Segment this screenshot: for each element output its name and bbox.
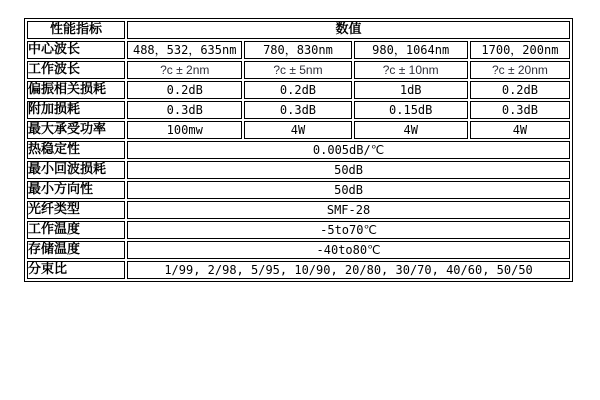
row-label: 分束比 [27, 261, 125, 279]
cell-value: 0.3dB [470, 101, 570, 119]
cell-value: 100mw [127, 121, 242, 139]
row-fiber-type [27, 201, 570, 219]
cell-value: 1dB [354, 81, 468, 99]
row-additional-loss [27, 101, 570, 119]
row-min-directivity [27, 181, 570, 199]
cell-value: 0.15dB [354, 101, 468, 119]
row-max-power-handling [27, 121, 570, 139]
cell-value: 980，1064nm [354, 41, 468, 59]
row-label: 最大承受功率 [27, 121, 125, 139]
row-label: 工作波长 [27, 61, 125, 79]
cell-value: -40to80℃ [127, 241, 570, 259]
row-center-wavelength [27, 41, 570, 59]
header-performance-indicator: 性能指标 [27, 21, 125, 39]
row-working-wavelength [27, 61, 570, 79]
cell-value: 4W [244, 121, 351, 139]
cell-value: 50dB [127, 181, 570, 199]
cell-value: 0.3dB [127, 101, 242, 119]
row-min-return-loss [27, 161, 570, 179]
cell-value: 0.3dB [244, 101, 351, 119]
cell-value: 0.005dB/℃ [127, 141, 570, 159]
cell-value: 488，532，635nm [127, 41, 242, 59]
row-label: 存储温度 [27, 241, 125, 259]
cell-value: 780，830nm [244, 41, 351, 59]
cell-value: 0.2dB [127, 81, 242, 99]
row-label: 附加损耗 [27, 101, 125, 119]
cell-value: ?c ± 2nm [127, 61, 242, 79]
cell-value: 0.2dB [244, 81, 351, 99]
cell-value: 1/99, 2/98, 5/95, 10/90, 20/80, 30/70, 40/60, 50/50 [127, 261, 570, 279]
spec-table [24, 18, 573, 282]
row-label: 最小方向性 [27, 181, 125, 199]
cell-value: 50dB [127, 161, 570, 179]
row-split-ratio [27, 261, 570, 279]
row-label: 偏振相关损耗 [27, 81, 125, 99]
row-polarization-dependent-loss [27, 81, 570, 99]
cell-value: ?c ± 20nm [470, 61, 570, 79]
cell-value: 4W [354, 121, 468, 139]
row-label: 热稳定性 [27, 141, 125, 159]
header-value: 数值 [127, 21, 570, 39]
row-label: 光纤类型 [27, 201, 125, 219]
row-thermal-stability [27, 141, 570, 159]
row-label: 最小回波损耗 [27, 161, 125, 179]
cell-value: 0.2dB [470, 81, 570, 99]
cell-value: 1700，200nm [470, 41, 570, 59]
cell-value: ?c ± 5nm [244, 61, 351, 79]
row-storage-temperature [27, 241, 570, 259]
row-operating-temperature [27, 221, 570, 239]
cell-value: 4W [470, 121, 570, 139]
row-label: 中心波长 [27, 41, 125, 59]
cell-value: -5to70℃ [127, 221, 570, 239]
table-header-row [27, 21, 570, 39]
cell-value: ?c ± 10nm [354, 61, 468, 79]
row-label: 工作温度 [27, 221, 125, 239]
cell-value: SMF-28 [127, 201, 570, 219]
